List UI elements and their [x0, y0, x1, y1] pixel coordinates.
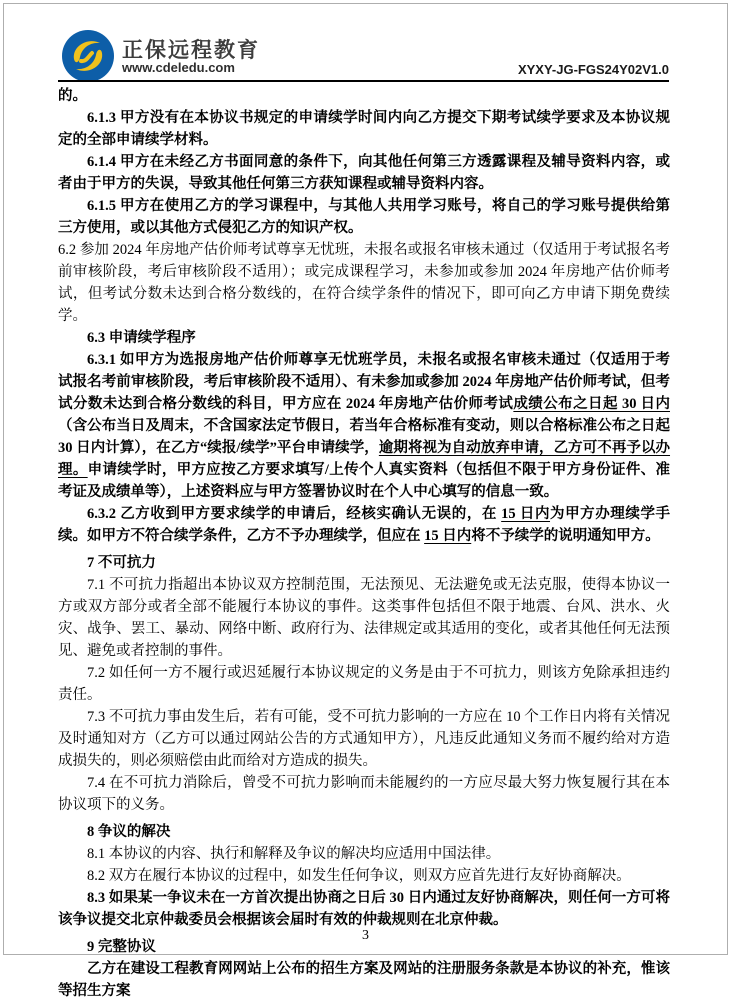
- section-heading: [58, 552, 670, 574]
- text-segment: 8 争议的解决: [87, 824, 171, 840]
- text-segment: 7.1 不可抗力指超出本协议双方控制范围，无法预见、无法避免或无法克服，使得本协议一方或双方部分或者全部不能履行本协议的事件。这类事件包括但不限于地震、台风、洪水、火灾、战争、罢工、暴动、网络中断、政府行为、法律规定或其适用的变化，或者其他任何无法预见、避免或者控制的事件。: [58, 577, 670, 659]
- company-logo-icon: [62, 30, 114, 82]
- text-segment: 8.3 如果某一争议未在一方首次提出协商之日后 30 日内通过友好协商解决，则任何一方可将该争议提交北京仲裁委员会根据该会届时有效的仲裁规则在北京仲裁。: [58, 890, 670, 928]
- text-segment: 的。: [58, 88, 87, 104]
- page-number: 3: [362, 928, 369, 943]
- text-segment: 7.3 不可抗力事由发生后，若有可能，受不可抗力影响的一方应在 10 个工作日内将有关情况及时通知对方（乙方可以通过网站公告的方式通知甲方），凡违反此通知义务而不履约给对方造成损失的，则必须赔偿由此而给对方造成的损失。: [58, 709, 670, 769]
- document-header: [0, 0, 731, 86]
- text-segment: 7 不可抗力: [87, 555, 156, 571]
- text-segment: 乙方在建设工程教育网网站上公布的招生方案及网站的注册服务条款是本协议的补充，惟该等招生方案: [58, 961, 670, 999]
- paragraph: [58, 958, 670, 1002]
- paragraph: [58, 706, 670, 772]
- text-segment: 为甲方办理续学手续。如甲方不符合续学条件，乙方不予办理续学，但应在: [58, 506, 671, 544]
- text-segment: 6.3.2 乙方收到甲方要求续学的申请后，经核实确认无误的，在: [87, 506, 502, 522]
- paragraph: [58, 865, 670, 887]
- paragraph: [58, 327, 670, 349]
- paragraph: [58, 349, 670, 503]
- text-segment: 6.1.4 甲方在未经乙方书面同意的条件下，向其他任何第三方透露课程及辅导资料内容，或者由于甲方的失误，导致其他任何第三方获知课程或辅导资料内容。: [58, 154, 670, 192]
- paragraph: [58, 887, 670, 931]
- underlined-text: 逾期将视为自动放弃申请，乙方可不再予以办理。: [58, 440, 671, 478]
- underlined-text: 15 日内: [501, 506, 551, 522]
- text-segment: 6.3 申请续学程序: [87, 330, 196, 346]
- header-divider: [58, 80, 669, 82]
- paragraph: [58, 843, 670, 865]
- paragraph: [58, 151, 670, 195]
- text-segment: 8.2 双方在履行本协议的过程中，如发生任何争议，则双方应首先进行友好协商解决。: [87, 868, 631, 884]
- document-body: [58, 85, 670, 1002]
- paragraph: [58, 85, 670, 107]
- text-segment: 6.1.5 甲方在使用乙方的学习课程中，与其他人共用学习账号，将自己的学习账号提供给第三方使用，或以其他方式侵犯乙方的知识产权。: [58, 198, 670, 236]
- text-segment: 将不予续学的说明通知甲方。: [471, 528, 660, 544]
- document-code: XYXY-JG-FGS24Y02V1.0: [517, 62, 669, 77]
- paragraph: [58, 503, 670, 547]
- brand-url: www.cdeledu.com: [122, 60, 235, 75]
- text-segment: 8.1 本协议的内容、执行和解释及争议的解决均应适用中国法律。: [87, 846, 501, 862]
- paragraph: [58, 662, 670, 706]
- paragraph: [58, 107, 670, 151]
- text-segment: 6.1.3 甲方没有在本协议书规定的申请续学时间内向乙方提交下期考试续学要求及本协议规定的全部申请续学材料。: [58, 110, 670, 148]
- paragraph: [58, 574, 670, 662]
- text-segment: （含公布当日及周末，不含国家法定节假日，若当年合格标准有变动，则以合格标准公布之日起 30 日内计算），在乙方“续报/续学”平台申请续学，: [58, 418, 670, 456]
- brand-name: 正保远程教育: [122, 39, 260, 62]
- paragraph: [58, 772, 670, 816]
- text-segment: 6.3.1 如甲方为选报房地产估价师尊享无忧班学员，未报名或报名审核未通过（仅适用于考试报名考前审核阶段，考后审核阶段不适用）、有未参加或参加 2024 年房地产估价师考试，但考试分数未达到合格分数线的科目，甲方应在 2024 年房地产估价师考试: [58, 352, 670, 412]
- paragraph: [58, 195, 670, 239]
- text-segment: 7.2 如任何一方不履行或迟延履行本协议规定的义务是由于不可抗力，则该方免除承担违约责任。: [58, 665, 670, 703]
- paragraph: [58, 239, 670, 327]
- text-segment: 7.4 在不可抗力消除后，曾受不可抗力影响而未能履约的一方应尽最大努力恢复履行其在本协议项下的义务。: [58, 775, 670, 813]
- text-segment: 9 完整协议: [87, 939, 156, 955]
- underlined-text: 15 日内: [424, 528, 472, 544]
- text-segment: 申请续学时，甲方应按乙方要求填写/上传个人真实资料（包括但不限于甲方身份证件、准考证及成绩单等），上述资料应与甲方签署协议时在个人中心填写的信息一致。: [58, 462, 671, 500]
- text-segment: 6.2 参加 2024 年房地产估价师考试尊享无忧班，未报名或报名审核未通过（仅适用于考试报名考前审核阶段，考后审核阶段不适用）；或完成课程学习，未参加或参加 2024 年房地产估价师考试，但考试分数未达到合格分数线的，在符合续学条件的情况下，即可向乙方申请下期免费续学。: [58, 242, 670, 324]
- underlined-text: 成绩公布之日起 30 日内: [513, 396, 670, 412]
- section-heading: [58, 821, 670, 843]
